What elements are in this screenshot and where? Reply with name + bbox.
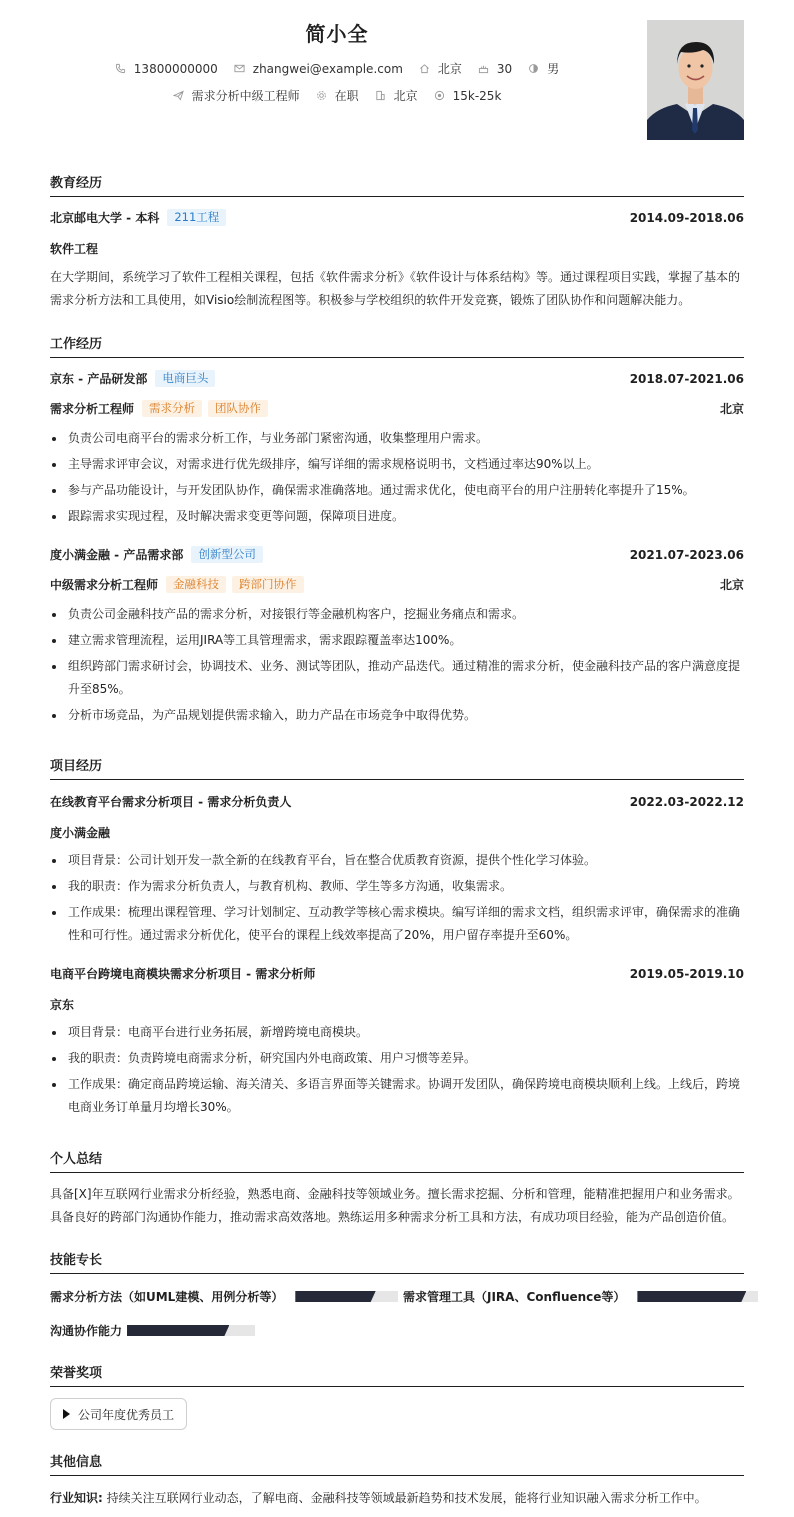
- award-badge: [50, 1398, 187, 1430]
- project-bullets: [50, 1021, 744, 1122]
- education-description: 在大学期间，系统学习了软件工程相关课程，包括《软件需求分析》《软件设计与体系结构》等。通过课程项目实践，掌握了基本的需求分析方法和工具使用，如Visio绘制流程图等。积极参与学校组织的软件开发竞赛，锻炼了团队协作和问题解决能力。: [50, 270, 741, 307]
- company-tag: 创新型公司: [191, 546, 263, 563]
- skill-level-fill: [127, 1325, 229, 1336]
- skill-level-bar: [637, 1291, 758, 1302]
- other-text: 持续关注互联网行业动态，了解电商、金融科技等领域最新趋势和技术发展，能将行业知识融入需求分析工作中。: [106, 1491, 707, 1505]
- skill-item: [50, 1322, 255, 1339]
- project-header-row: [50, 793, 744, 810]
- award-text: 公司年度优秀员工: [78, 1407, 175, 1422]
- list-item: 工作成果：梳理出课程管理、学习计划制定、互动教学等核心需求模块。编写详细的需求文档，组织需求评审，确保需求的准确性和可行性。通过需求分析优化，使平台的课程上线效率提高了20%，用户留存率提升至60%。: [50, 901, 744, 947]
- list-item: 主导需求评审会议，对需求进行优先级排序，编写详细的需求规格说明书，文档通过率达90%以上。: [50, 453, 744, 476]
- phone-item: [115, 62, 218, 76]
- job-header-row: [50, 370, 744, 387]
- list-item: 建立需求管理流程，运用JIRA等工具管理需求，需求跟踪覆盖率达100%。: [50, 629, 744, 652]
- target-city-item: [375, 87, 418, 104]
- city-item: [419, 60, 462, 77]
- school-name: 北京邮电大学 - 本科: [50, 211, 160, 225]
- project-date: 2019.05-2019.10: [629, 966, 744, 981]
- company-name: 度小满金融 - 产品需求部: [50, 548, 184, 562]
- job-location: 北京: [719, 578, 744, 592]
- gender-text: 男: [547, 62, 560, 76]
- honors-section-title: 荣誉奖项: [50, 1362, 744, 1387]
- send-icon: [173, 90, 184, 101]
- other-section-title: 其他信息: [50, 1451, 744, 1476]
- phone-text: 13800000000: [133, 61, 218, 76]
- building-icon: [375, 90, 386, 101]
- job-date: 2018.07-2021.06: [629, 371, 744, 386]
- skill-level-bar: [295, 1291, 398, 1302]
- job-position: 需求分析工程师: [50, 402, 135, 416]
- city-text: 北京: [437, 62, 462, 76]
- job-date: 2021.07-2023.06: [629, 547, 744, 562]
- salary-item: [434, 89, 502, 103]
- list-item: 分析市场竞品，为产品规划提供需求输入，助力产品在市场竞争中取得优势。: [50, 704, 744, 727]
- projects-section-title: 项目经历: [50, 755, 744, 780]
- list-item: 项目背景：电商平台进行业务拓展，新增跨境电商模块。: [50, 1021, 744, 1044]
- work-section-title: 工作经历: [50, 333, 744, 358]
- skill-tag: 需求分析: [142, 400, 202, 417]
- major: 软件工程: [50, 242, 99, 256]
- gear-icon: [316, 90, 327, 101]
- status-item: [316, 87, 359, 104]
- job-bullets: [50, 603, 744, 730]
- home-icon: [419, 63, 430, 74]
- list-item: 工作成果：确定商品跨境运输、海关清关、多语言界面等关键需求。协调开发团队，确保跨境电商模块顺利上线。上线后，跨境电商业务订单量月均增长30%。: [50, 1073, 744, 1119]
- summary-section-title: 个人总结: [50, 1148, 744, 1173]
- skills-section-title: 技能专长: [50, 1249, 744, 1274]
- project-name: 在线教育平台需求分析项目 - 需求分析负责人: [50, 795, 292, 809]
- contact-row: [0, 60, 674, 77]
- project-org: 度小满金融: [50, 826, 111, 840]
- list-item: 参与产品功能设计，与开发团队协作，确保需求准确落地。通过需求优化，使电商平台的用户注册转化率提升了15%。: [50, 479, 744, 502]
- gender-item: [528, 60, 559, 77]
- age-item: [478, 62, 512, 76]
- profile-photo: [647, 20, 744, 140]
- school-tag: 211工程: [167, 209, 226, 226]
- target-city-text: 北京: [393, 89, 418, 103]
- job-intent-row: [0, 87, 674, 104]
- email-item: [234, 62, 403, 76]
- salary-text: 15k-25k: [452, 88, 502, 103]
- cake-icon: [478, 63, 489, 74]
- project-bullets: [50, 849, 744, 950]
- skill-level-fill: [637, 1291, 746, 1302]
- company-tag: 电商巨头: [155, 370, 215, 387]
- education-header-row: [50, 209, 744, 226]
- skill-level-fill: [295, 1291, 375, 1302]
- job-position-row: [50, 576, 744, 593]
- list-item: 我的职责：负责跨境电商需求分析，研究国内外电商政策、用户习惯等差异。: [50, 1047, 744, 1070]
- skill-tag: 团队协作: [208, 400, 268, 417]
- play-icon: [63, 1409, 70, 1419]
- status-text: 在职: [334, 89, 359, 103]
- summary-text: 具备[X]年互联网行业需求分析经验，熟悉电商、金融科技等领域业务。擅长需求挖掘、分析和管理，能精准把握用户和业务需求。具备良好的跨部门沟通协作能力，推动需求高效落地。熟练运用多种需求分析工具和方法，有成功项目经验，能为产品创造价值。: [50, 1187, 740, 1224]
- company-name: 京东 - 产品研发部: [50, 372, 148, 386]
- other-info: [50, 1489, 707, 1506]
- list-item: 项目背景：公司计划开发一款全新的在线教育平台，旨在整合优质教育资源，提供个性化学习体验。: [50, 849, 744, 872]
- age-text: 30: [496, 61, 513, 76]
- education-date: 2014.09-2018.06: [629, 210, 744, 225]
- list-item: 负责公司金融科技产品的需求分析，对接银行等金融机构客户，挖掘业务痛点和需求。: [50, 603, 744, 626]
- project-org: 京东: [50, 998, 75, 1012]
- list-item: 我的职责：作为需求分析负责人，与教育机构、教师、学生等多方沟通，收集需求。: [50, 875, 744, 898]
- gender-icon: [528, 63, 539, 74]
- job-position-row: [50, 400, 744, 417]
- skill-name: 沟通协作能力: [50, 1324, 123, 1338]
- skill-name: 需求管理工具（JIRA、Confluence等）: [403, 1290, 626, 1304]
- skill-name: 需求分析方法（如UML建模、用例分析等）: [50, 1290, 284, 1304]
- job-position: 中级需求分析工程师: [50, 578, 159, 592]
- other-label: 行业知识:: [50, 1491, 103, 1505]
- candidate-name: 简小全: [305, 22, 369, 46]
- coin-icon: [434, 90, 445, 101]
- target-role-item: [173, 87, 300, 104]
- project-name: 电商平台跨境电商模块需求分析项目 - 需求分析师: [50, 967, 316, 981]
- education-section-title: 教育经历: [50, 172, 744, 197]
- job-bullets: [50, 427, 744, 531]
- phone-icon: [115, 63, 126, 74]
- skill-tag: 跨部门协作: [232, 576, 304, 593]
- list-item: 负责公司电商平台的需求分析工作，与业务部门紧密沟通，收集整理用户需求。: [50, 427, 744, 450]
- skill-item: [403, 1288, 758, 1305]
- target-role-text: 需求分析中级工程师: [191, 89, 300, 103]
- skill-item: [50, 1288, 398, 1305]
- skill-level-bar: [127, 1325, 255, 1336]
- job-location: 北京: [719, 402, 744, 416]
- project-header-row: [50, 965, 744, 982]
- skill-tag: 金融科技: [166, 576, 226, 593]
- mail-icon: [234, 63, 245, 74]
- email-text: zhangwei@example.com: [252, 61, 403, 76]
- list-item: 跟踪需求实现过程，及时解决需求变更等问题，保障项目进度。: [50, 505, 744, 528]
- list-item: 组织跨部门需求研讨会，协调技术、业务、测试等团队，推动产品迭代。通过精准的需求分析，使金融科技产品的客户满意度提升至85%。: [50, 655, 744, 701]
- project-date: 2022.03-2022.12: [629, 794, 744, 809]
- job-header-row: [50, 546, 744, 563]
